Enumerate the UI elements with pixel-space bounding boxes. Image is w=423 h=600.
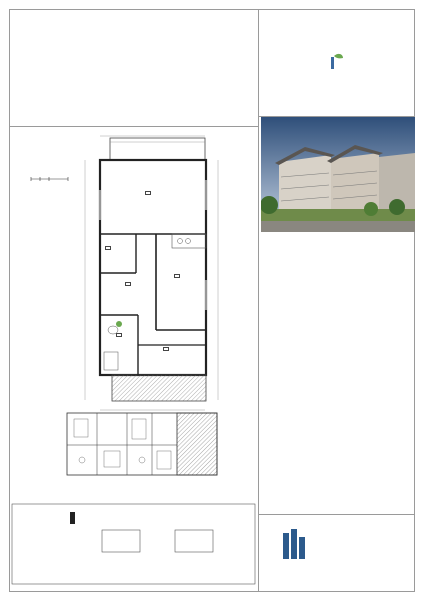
room-label-a44-1	[145, 191, 151, 195]
info-row	[272, 259, 402, 267]
info-row	[272, 290, 402, 298]
apartment-info	[272, 243, 402, 274]
info-row	[272, 282, 402, 290]
room-label-a44-4	[116, 333, 122, 337]
info-row	[272, 243, 402, 251]
parking-plan	[10, 500, 257, 588]
summary-row	[272, 348, 402, 356]
vertical-divider	[258, 9, 259, 592]
room-label-a44-5	[125, 282, 131, 286]
area-info	[272, 282, 402, 305]
room-label-a44-6	[105, 246, 111, 250]
room-label-a44-3	[163, 347, 169, 351]
summary-total-row	[272, 395, 402, 403]
summary-row	[272, 379, 402, 387]
floor-plan	[80, 130, 225, 415]
summary-row	[272, 364, 402, 372]
summary-row	[272, 387, 402, 395]
summary-table	[272, 348, 402, 403]
info-row	[272, 266, 402, 274]
project-divider	[258, 514, 415, 515]
parking-info	[272, 307, 402, 315]
building-icon	[283, 529, 305, 559]
info-row	[272, 251, 402, 259]
leaf-icon	[329, 52, 345, 70]
scale-bar	[30, 176, 70, 188]
info-row	[272, 307, 402, 315]
investor-logo	[258, 52, 415, 74]
info-row	[272, 298, 402, 306]
summary-row	[272, 371, 402, 379]
room-label-a44-2	[174, 274, 180, 278]
building-photo	[261, 117, 415, 232]
brand-logo	[283, 525, 408, 565]
summary-row	[272, 356, 402, 364]
header-divider	[9, 126, 258, 127]
building-location-plan	[62, 405, 222, 485]
parking-spot-highlight	[70, 512, 75, 524]
